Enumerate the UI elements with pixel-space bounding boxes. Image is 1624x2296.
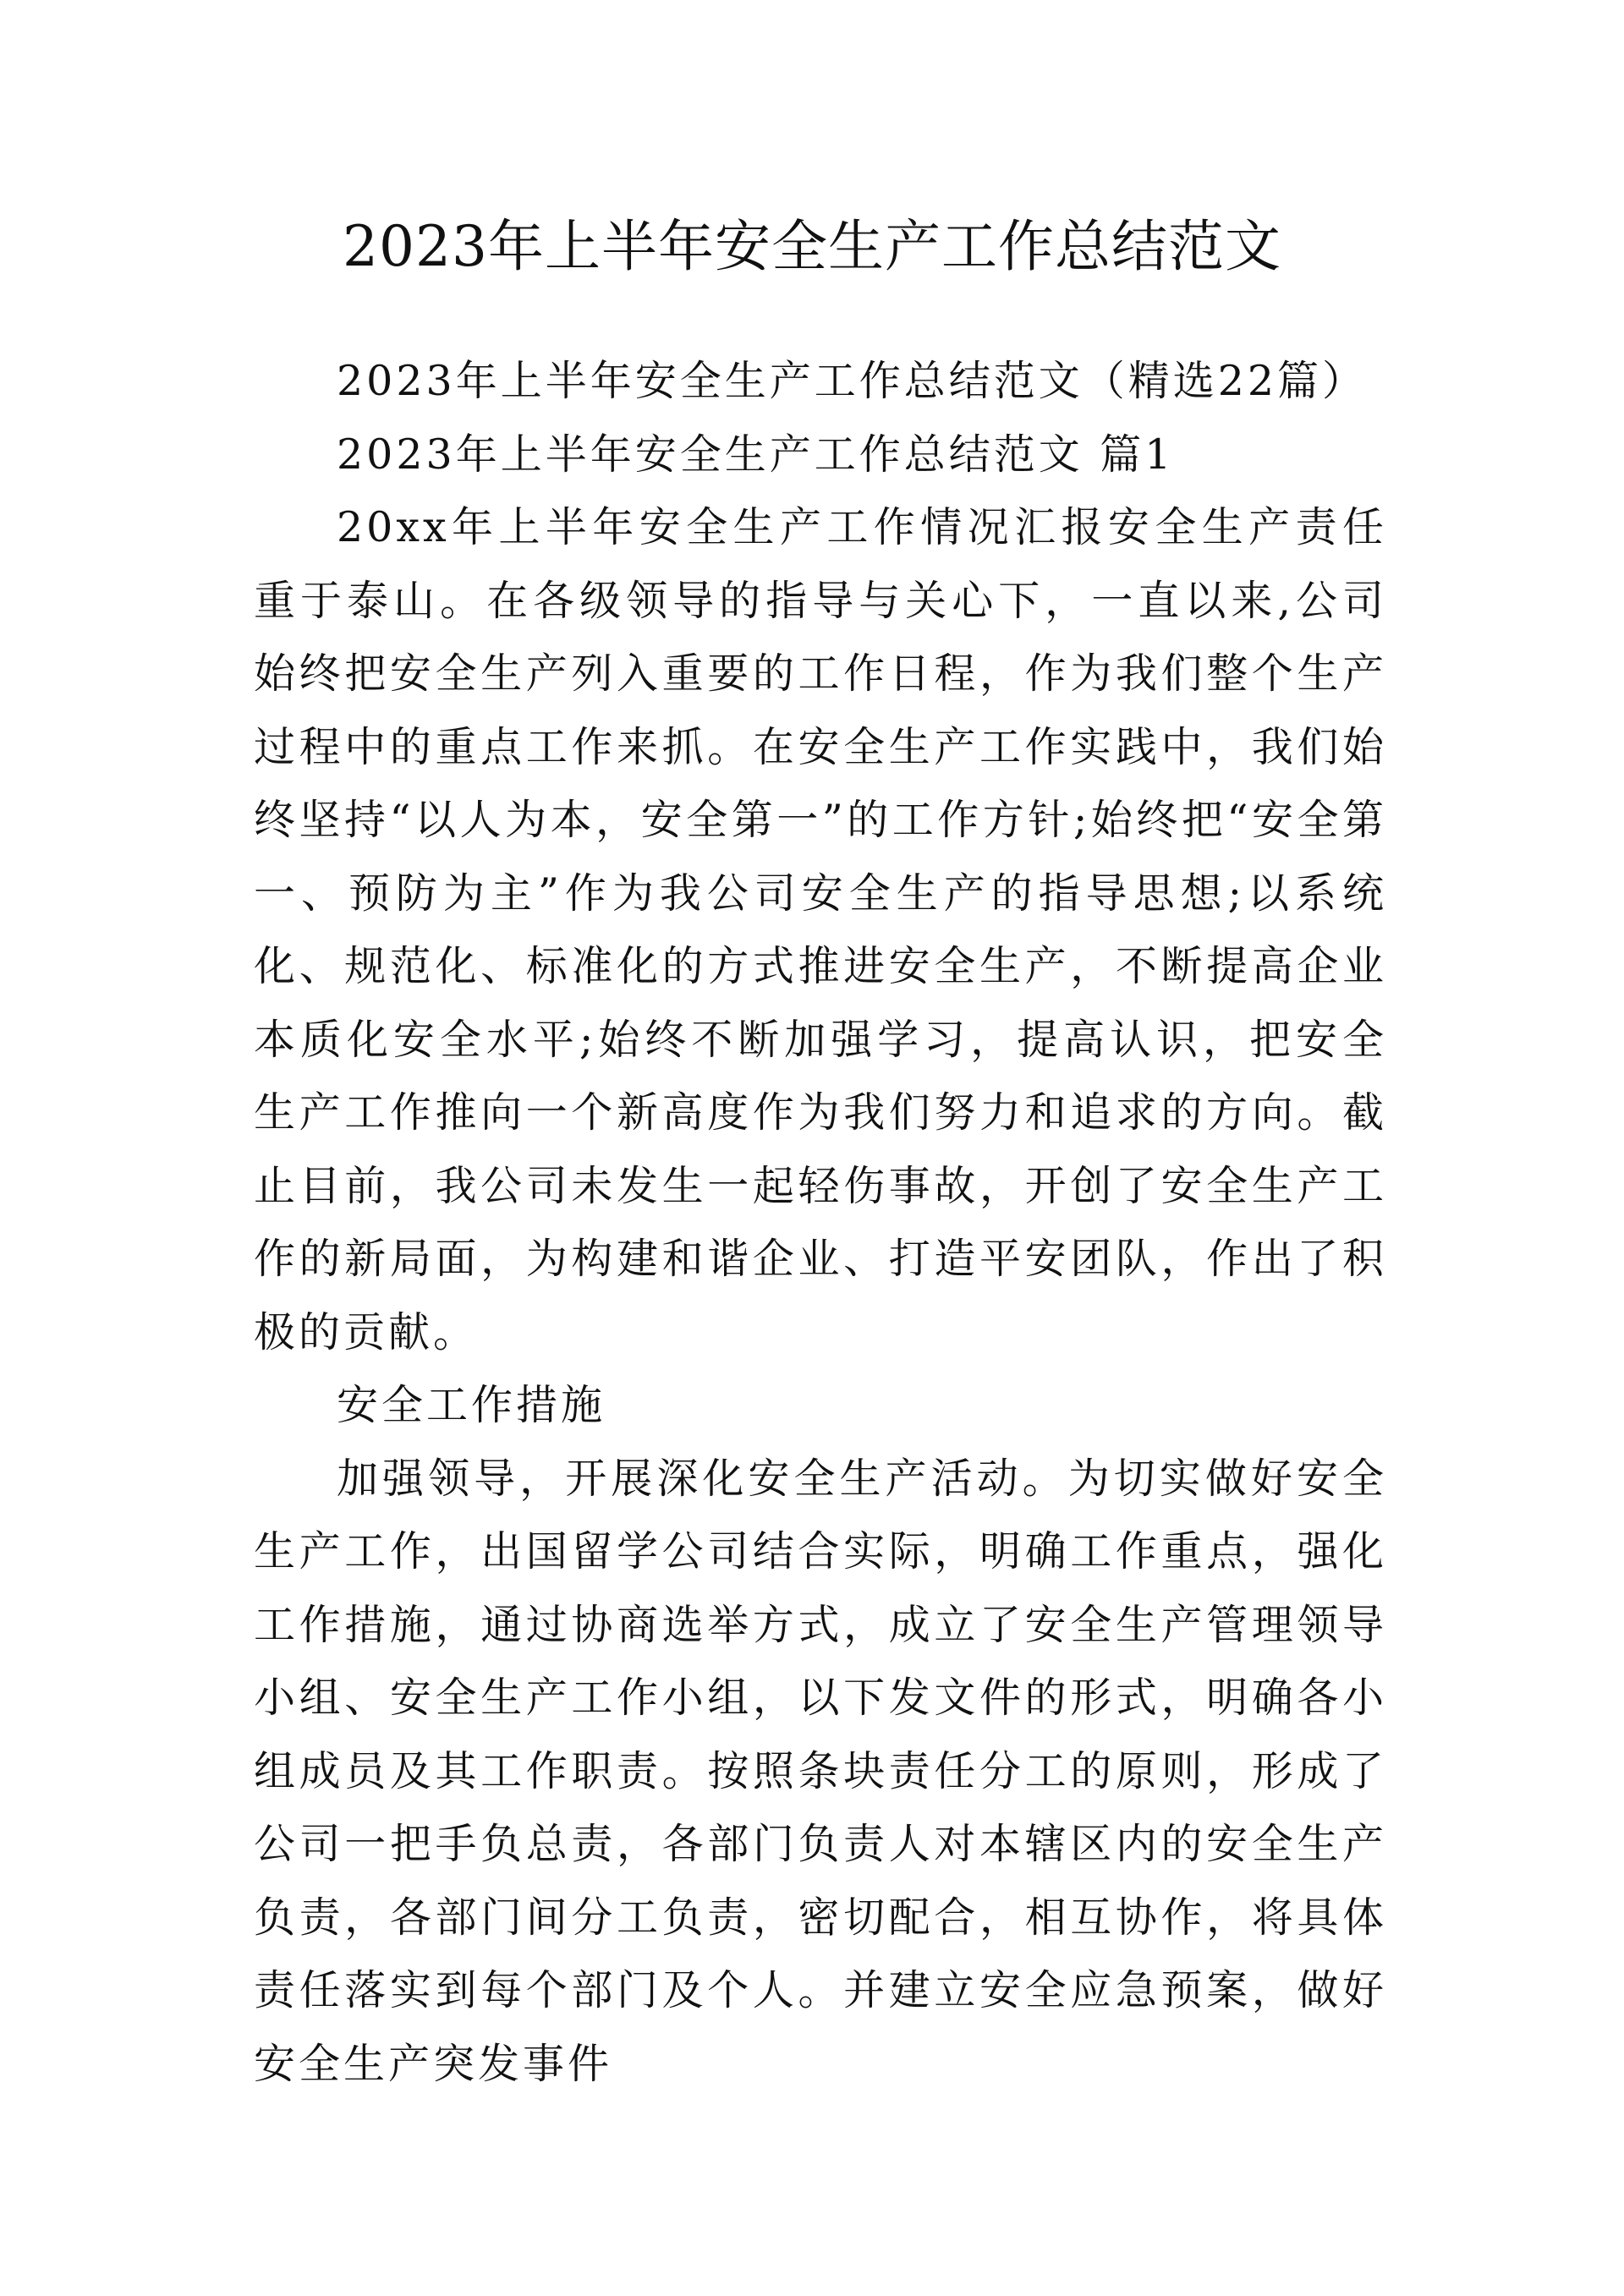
- body-paragraph: 加强领导，开展深化安全生产活动。为切实做好安全生产工作，出国留学公司结合实际，明确工作重点，强化工作措施，通过协商选举方式，成立了安全生产管理领导小组、安全生产工作小组，以下发文件的形式，明确各小组成员及其工作职责。按照条块责任分工的原则，形成了公司一把手负总责，各部门负责人对本辖区内的安全生产负责，各部门间分工负责，密切配合，相互协作，将具体责任落实到每个部门及个人。并建立安全应急预案，做好安全生产突发事件: [254, 1454, 1387, 2088]
- subtitle-line: 2023年上半年安全生产工作总结范文（精选22篇）: [337, 357, 1368, 405]
- section-heading: 2023年上半年安全生产工作总结范文 篇1: [337, 430, 1175, 479]
- body-paragraph: 20xx年上半年安全生产工作情况汇报安全生产责任重于泰山。在各级领导的指导与关心下，一直以来,公司始终把安全生产列入重要的工作日程，作为我们整个生产过程中的重点工作来抓。在安全生产工作实践中，我们始终坚持“以人为本，安全第一”的工作方针;始终把“安全第一、预防为主”作为我公司安全生产的指导思想;以系统化、规范化、标准化的方式推进安全生产，不断提高企业本质化安全水平;始终不断加强学习，提高认识，把安全生产工作推向一个新高度作为我们努力和追求的方向。截止目前，我公司未发生一起轻伤事故，开创了安全生产工作的新局面，为构建和谐企业、打造平安团队，作出了积极的贡献。: [254, 503, 1387, 1356]
- subsection-heading: 安全工作措施: [337, 1381, 606, 1429]
- document-body: [254, 345, 1387, 2101]
- document-title: 2023年上半年安全生产工作总结范文: [343, 214, 1281, 279]
